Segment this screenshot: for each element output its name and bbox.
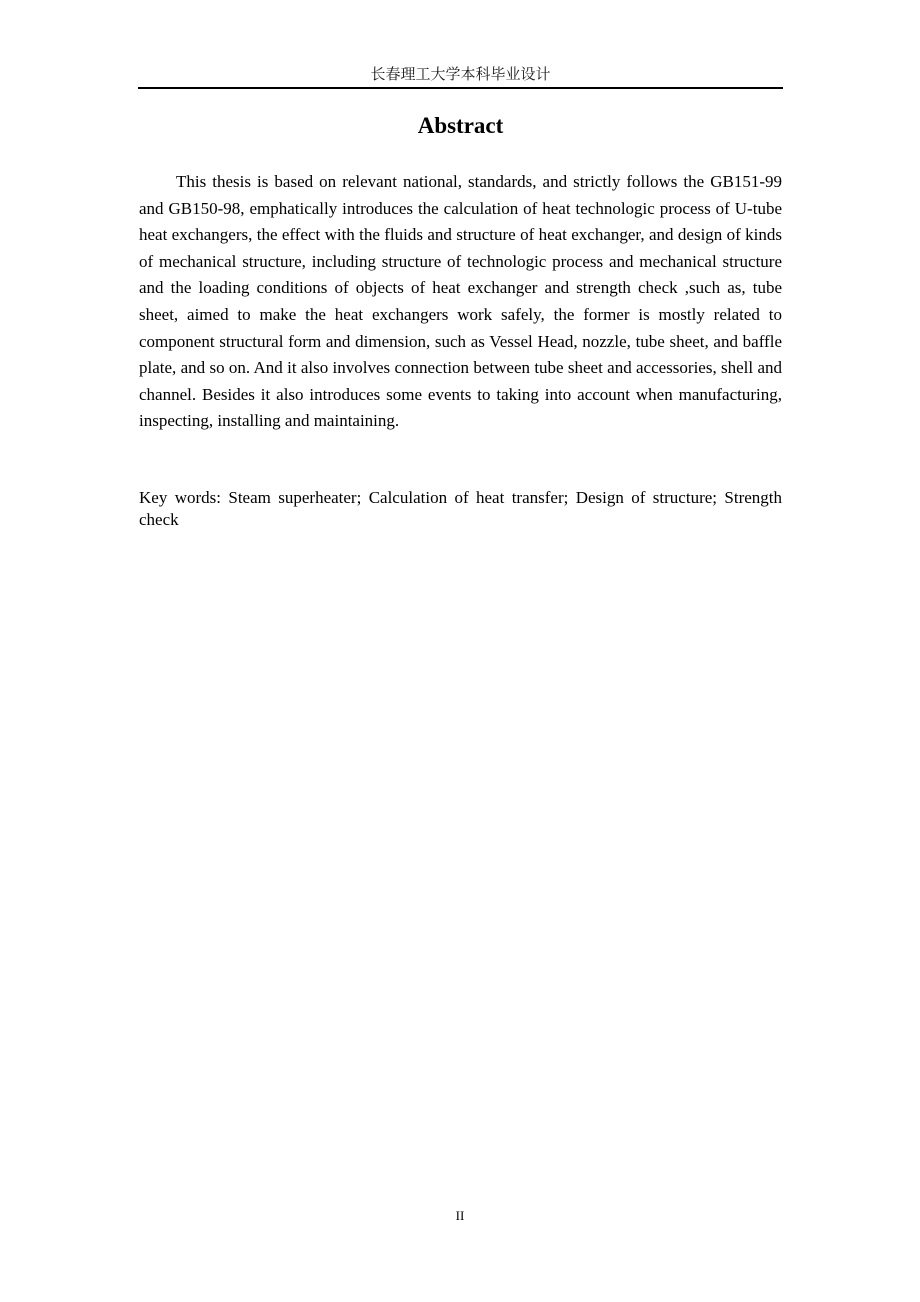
running-header: 长春理工大学本科毕业设计	[370, 65, 551, 83]
keywords: Key words: Steam superheater; Calculation of heat transfer; Design of structure; Strength check	[139, 488, 782, 529]
page-title: Abstract	[417, 113, 504, 138]
abstract-body: This thesis is based on relevant national, standards, and strictly follows the GB151-99 and GB150-98, emphatically introduces the calculation of heat technologic process of U-tube heat exchangers, the effect with the fluids and structure of heat exchanger, and design of kinds of mechanical structure, including structure of technologic process and mechanical structure and the loading conditions of objects of heat exchanger and strength check ,such as, tube sheet, aimed to make the heat exchangers work safely, the former is mostly related to component structural form and dimension, such as Vessel Head, nozzle, tube sheet, and baffle plate, and so on. And it also involves connection between tube sheet and accessories, shell and channel. Besides it also introduces some events to taking into account when manufacturing, inspecting, installing and maintaining.	[139, 172, 782, 431]
page-number: II	[455, 1208, 465, 1223]
header-rule	[138, 87, 783, 89]
